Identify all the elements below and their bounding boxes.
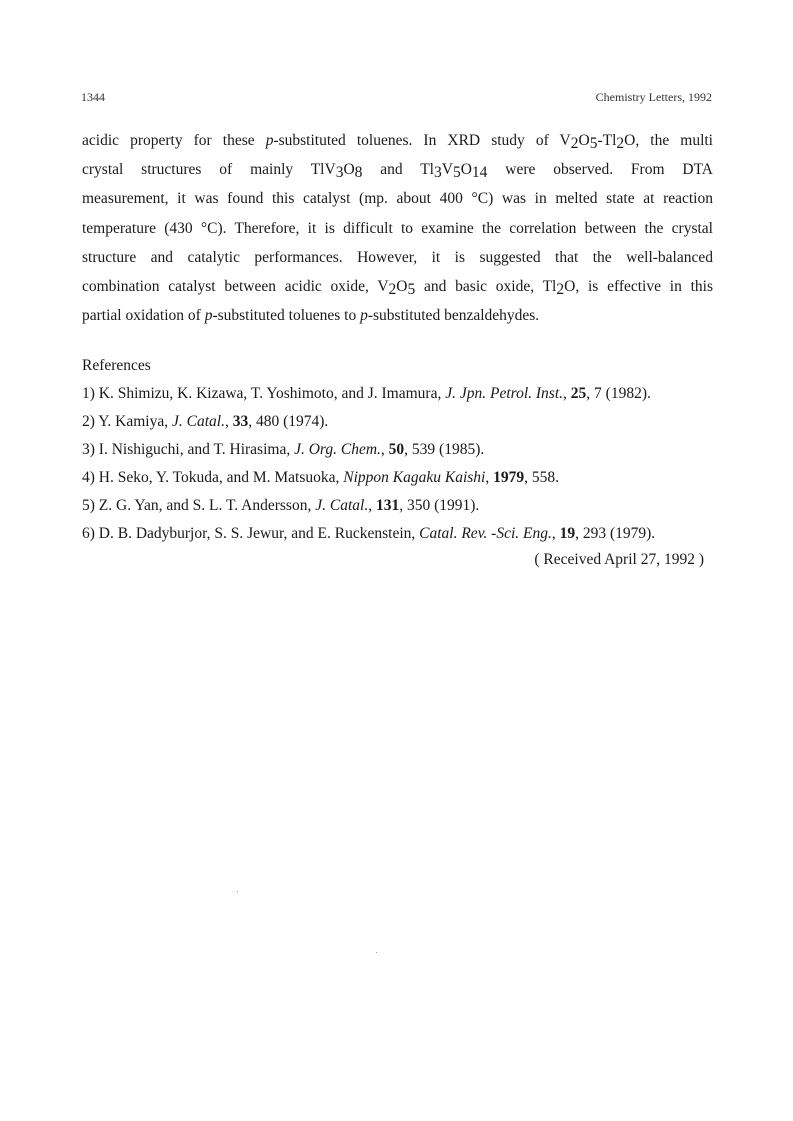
body-line-7: partial oxidation of p-substituted toluenes to p-substituted benzaldehydes.	[82, 307, 540, 325]
body-line-1: acidic property for these p-substituted toluenes. In XRD study of $V_2O_5-Tl_2O$, the multi	[82, 132, 713, 152]
body-line-4: temperature (430 °C). Therefore, it is difficult to examine the correlation between the crystal	[82, 219, 713, 237]
scan-speck	[376, 952, 377, 953]
references-section	[82, 353, 713, 572]
body-line-6: combination catalyst between acidic oxide, $V_2O_5$ and basic oxide, $Tl_2O$, is effective in this	[82, 277, 713, 298]
body-paragraph	[82, 126, 713, 330]
scan-speck	[237, 891, 238, 892]
references-heading: References	[82, 357, 151, 374]
body-line-2: crystal structures of mainly $TlV_3O_8$ and $Tl_3V_5O_{14}$ were observed. From DTA	[82, 161, 714, 181]
reference-item: 2) Y. Kamiya, J. Catal., 33, 480 (1974).	[82, 413, 329, 430]
reference-item: 3) I. Nishiguchi, and T. Hirasima, J. Org. Chem., 50, 539 (1985).	[82, 441, 485, 458]
reference-item: 5) Z. G. Yan, and S. L. T. Andersson, J. Catal., 131, 350 (1991).	[82, 497, 480, 514]
received-date: ( Received April 27, 1992 )	[534, 551, 704, 568]
page-number: 1344	[81, 90, 105, 104]
page-header	[81, 90, 712, 108]
body-line-3: measurement, it was found this catalyst (mp. about 400 °C) was in melted state at reaction	[82, 190, 713, 208]
reference-item: 6) D. B. Dadyburjor, S. S. Jewur, and E. Ruckenstein, Catal. Rev. -Sci. Eng., 19, 293 (1979).	[82, 525, 656, 542]
body-line-5: structure and catalytic performances. However, it is suggested that the well-balanced	[82, 248, 713, 266]
reference-item: 4) H. Seko, Y. Tokuda, and M. Matsuoka, Nippon Kagaku Kaishi, 1979, 558.	[82, 469, 559, 486]
reference-item: 1) K. Shimizu, K. Kizawa, T. Yoshimoto, and J. Imamura, J. Jpn. Petrol. Inst., 25, 7 (1982).	[82, 385, 651, 402]
journal-info: Chemistry Letters, 1992	[595, 90, 712, 104]
